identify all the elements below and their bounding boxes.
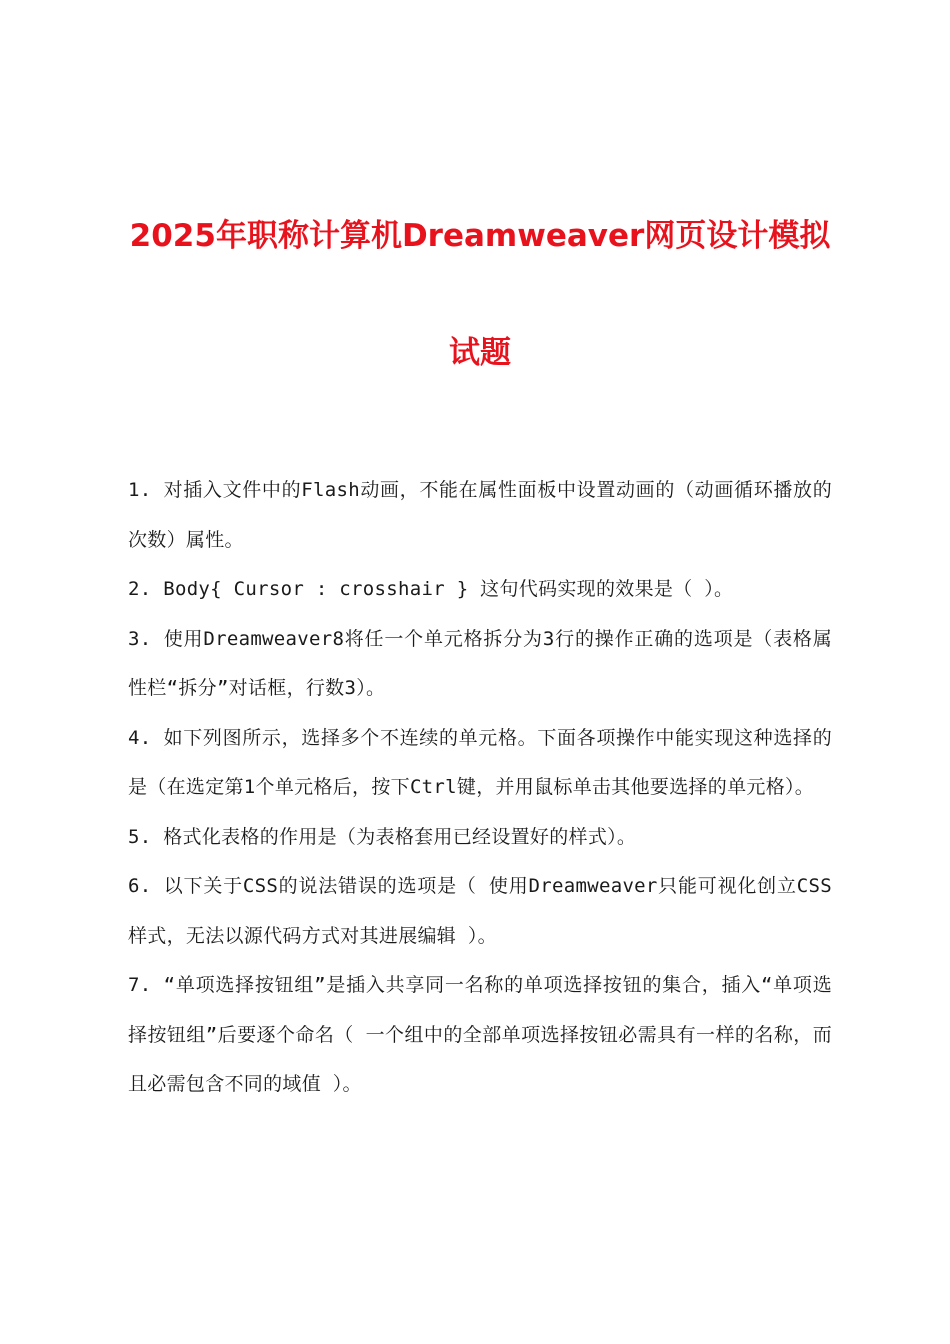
question-item-4: 4. 如下列图所示，选择多个不连续的单元格。下面各项操作中能实现这种选择的是（在选定第1个单元格后，按下Ctrl键，并用鼠标单击其他要选择的单元格）。 bbox=[128, 726, 832, 798]
question-item-3: 3. 使用Dreamweaver8将任一个单元格拆分为3行的操作正确的选项是（表格属性栏“拆分”对话框，行数3）。 bbox=[128, 627, 832, 699]
document-title-line-1: 2025年职称计算机Dreamweaver网页设计模拟 bbox=[129, 218, 831, 254]
question-item-5: 5. 格式化表格的作用是（为表格套用已经设置好的样式）。 bbox=[128, 825, 637, 848]
question-item-2: 2. Body{ Cursor : crosshair } 这句代码实现的效果是（ ）。 bbox=[128, 578, 734, 600]
question-item-1: 1. 对插入文件中的Flash动画，不能在属性面板中设置动画的（动画循环播放的次数）属性。 bbox=[128, 479, 832, 551]
question-item-6: 6. 以下关于CSS的说法错误的选项是（ 使用Dreamweaver只能可视化创立CSS样式，无法以源代码方式对其进展编辑 ）。 bbox=[128, 875, 832, 947]
question-list bbox=[128, 466, 832, 1110]
document-title-line-2: 试题 bbox=[449, 335, 511, 371]
question-item-7: 7. “单项选择按钮组”是插入共享同一名称的单项选择按钮的集合，插入“单项选择按钮组”后要逐个命名（ 一个组中的全部单项选择按钮必需具有一样的名称，而且必需包含不同的域值 ）。 bbox=[128, 974, 832, 1095]
